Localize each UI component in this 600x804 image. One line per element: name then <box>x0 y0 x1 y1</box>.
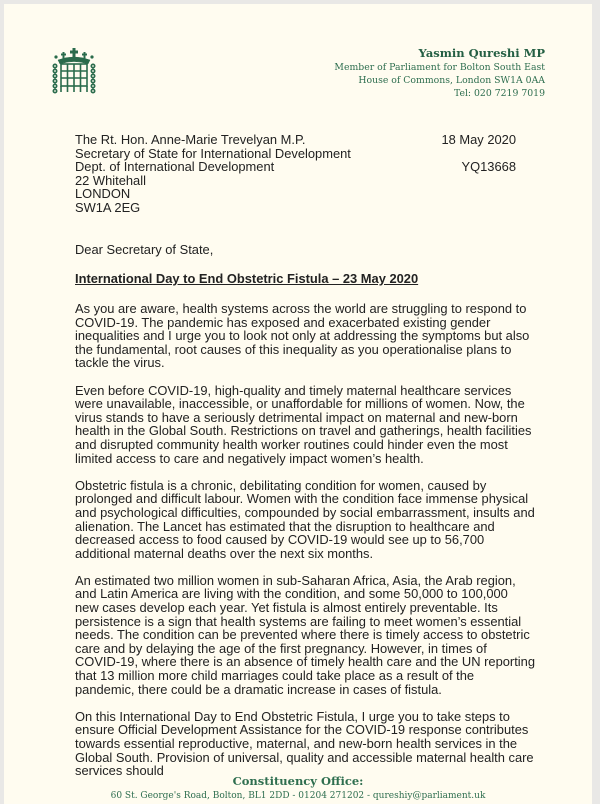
letter-date: 18 May 2020 <box>441 132 516 147</box>
paragraph: On this International Day to End Obstetric Fistula, I urge you to take steps to ensure Official Development Assistance for the COVID-19 response contributes towards essential reproductive, maternal, and new-born health services in the Global South. Provision of universal, quality and accessible maternal health care services should <box>75 708 534 779</box>
portcullis-icon <box>50 46 98 98</box>
recipient-line: 22 Whitehall <box>75 172 146 188</box>
paragraph: Obstetric fistula is a chronic, debilitating condition for women, caused by prolonged and difficult labour. Women with the condition face immense physical and psychological difficulties, compounded by social embarrassment, insults and alienation. The Lancet has estimated that the disruption to healthcare and decreased access to food caused by COVID-19 would see up to 56,700 additional maternal deaths over the next six months. <box>75 477 535 561</box>
recipient-line: The Rt. Hon. Anne-Marie Trevelyan M.P. <box>75 132 306 147</box>
letter-body <box>75 302 535 791</box>
mp-name: Yasmin Qureshi MP <box>418 46 545 60</box>
letter-page <box>4 4 592 804</box>
paragraph: Even before COVID-19, high-quality and timely maternal healthcare services were unavailable, inaccessible, or unaffordable for millions of women. Now, the virus stands to have a seriously detrimental impact on maternal and new-born health in the Global South. Restrictions on travel and gatherings, health facilities and disrupted community health worker routines could hinder even the most limited access to care and negatively impact women’s health. <box>75 382 532 466</box>
mp-constituency: Member of Parliament for Bolton South East <box>334 62 545 73</box>
recipient-line: LONDON <box>75 186 131 202</box>
recipient-line: Secretary of State for International Development <box>75 145 351 161</box>
letter-title: International Day to End Obstetric Fistula – 23 May 2020 <box>75 271 419 286</box>
salutation: Dear Secretary of State, <box>75 242 214 257</box>
paragraph: As you are aware, health systems across the world are struggling to respond to COVID-19. The pandemic has exposed and exacerbated existing gender inequalities and I urge you to look not only at addressing the symptoms but also the fundamental, root causes of this inequality as you operationalise plans to tackle the virus. <box>75 301 530 371</box>
letterhead <box>334 46 545 101</box>
paragraph: An estimated two million women in sub-Saharan Africa, Asia, the Arab region, and Latin America are living with the condition, and some 50,000 to 100,000 new cases develop each year. Yet fistula is almost entirely preventable. Its persistence is a sign that health systems are failing to meet women’s essential needs. The condition can be prevented where there is timely access to obstetric care and by delaying the age of the first pregnancy. However, in times of COVID-19, where there is an absence of timely health care and the UN reporting that 13 million more child marriages could take place as a result of the pandemic, there could be a dramatic increase in cases of fistula. <box>75 572 536 697</box>
recipient-address <box>75 133 351 215</box>
letter-reference: YQ13668 <box>461 159 516 174</box>
constituency-footer <box>4 774 592 801</box>
footer-heading: Constituency Office: <box>232 774 364 788</box>
recipient-line: SW1A 2EG <box>75 199 141 215</box>
recipient-line: Dept. of International Development <box>75 159 275 175</box>
mp-telephone: Tel: 020 7219 7019 <box>453 88 545 100</box>
mp-address: House of Commons, London SW1A 0AA <box>358 75 545 87</box>
footer-address: 60 St. George's Road, Bolton, BL1 2DD - 01204 271202 - qureshiy@parliament.uk <box>110 791 486 801</box>
